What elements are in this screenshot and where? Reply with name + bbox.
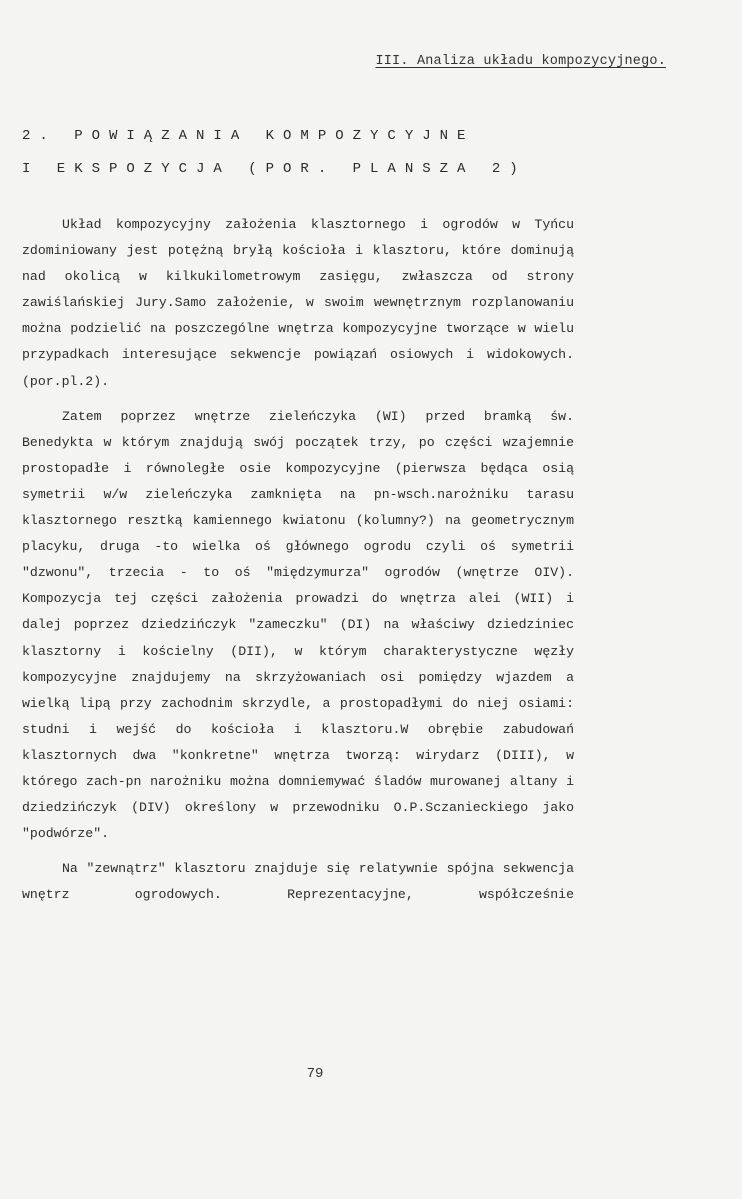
body-text [22, 212, 574, 917]
paragraph-1: Układ kompozycyjny założenia klasztornego i ogrodów w Tyńcu zdominiowany jest potężną bryłą kościoła i klasztoru, które dominują nad okolicą w kilkukilometrowym zasięgu, zwłaszcza od strony zawiślańskiej Jury.Samo założenie, w swoim wewnętrznym rozplanowaniu można podzielić na poszczególne wnętrza kompozycyjne tworzące w wielu przypadkach interesujące sekwencje powiązań osiowych i widokowych.(por.pl.2). [22, 217, 574, 389]
paragraph-3: Na "zewnątrz" klasztoru znajduje się relatywnie spójna sekwencja wnętrz ogrodowych. Reprezentacyjne, współcześnie [22, 861, 574, 903]
heading-line-1: 2. POWIĄZANIA KOMPOZYCYJNE [22, 128, 475, 144]
section-heading [22, 120, 527, 186]
page-number: 79 [306, 1066, 324, 1082]
heading-line-2: I EKSPOZYCJA (POR. PLANSZA 2) [22, 161, 527, 177]
running-head: III. Analiza układu kompozycyjnego. [375, 54, 666, 69]
paragraph-2: Zatem poprzez wnętrze zieleńczyka (WI) przed bramką św. Benedykta w którym znajdują swój początek trzy, po części wzajemnie prostopadłe i równoległe osie kompozycyjne (pierwsza będąca osią symetrii w/w zieleńczyka zamknięta na pn-wsch.narożniku tarasu klasztornego resztką kamiennego kwiatonu (kolumny?) na geometrycznym placyku, druga -to wielka oś głównego ogrodu czyli oś symetrii "dzwonu", trzecia - to oś "międzymurza" ogrodów (wnętrze OIV). Kompozycja tej części założenia prowadzi do wnętrza alei (WII) i dalej poprzez dziedzińczyk "zameczku" (DI) na właściwy dziedziniec klasztorny i kościelny (DII), w którym charakterystyczne węzły kompozycyjne znajdujemy na skrzyżowaniach osi pomiędzy wjazdem a wielką lipą przy zachodnim skrzydle, a prostopadłymi do niej osiami: studni i wejść do kościoła i klasztoru.W obrębie zabudowań klasztornych dwa "konkretne" wnętrza tworzą: wirydarz (DIII), w którego zach-pn narożniku można domniemywać śladów murowanej altany i dziedzińczyk (DIV) określony w przewodniku O.P.Sczanieckiego jako "podwórze". [22, 408, 574, 842]
